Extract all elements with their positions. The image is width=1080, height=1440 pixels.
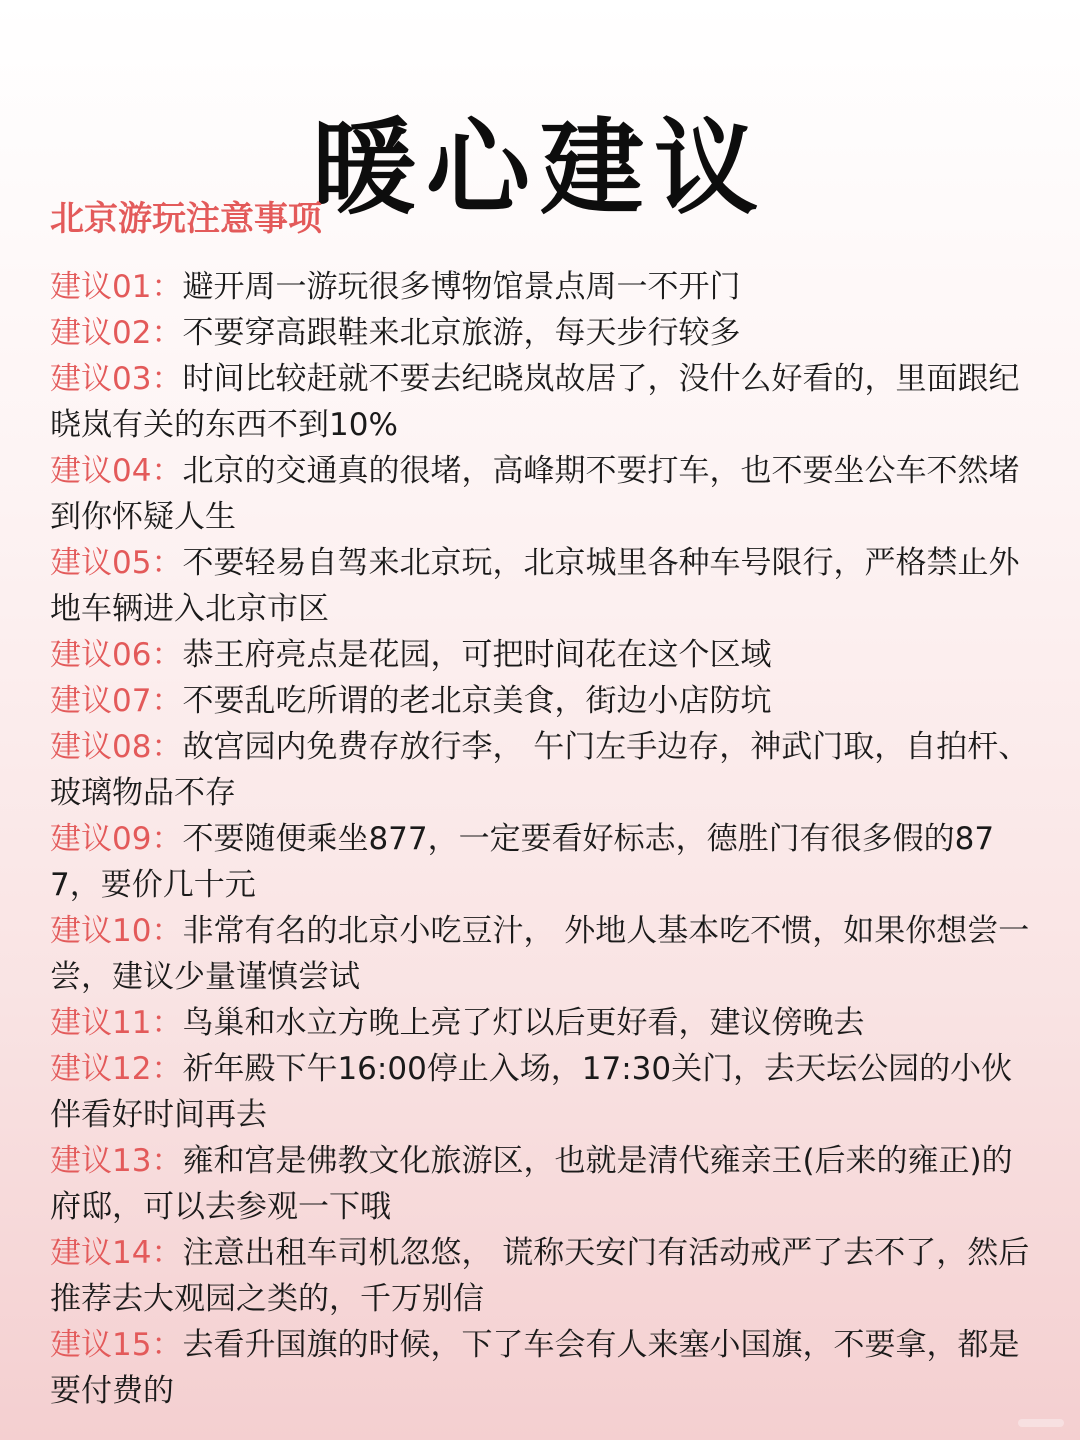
tip-item bbox=[50, 816, 1035, 908]
tip-text: 不要轻易自驾来北京玩，北京城里各种车号限行，严格禁止外地车辆进入北京市区 bbox=[50, 545, 1020, 627]
watermark-mark-icon bbox=[1016, 1414, 1066, 1432]
tip-label: 建议14： bbox=[50, 1235, 183, 1271]
tip-item bbox=[50, 1138, 1035, 1230]
page-title: 暖心建议 bbox=[311, 106, 768, 229]
tip-label: 建议12： bbox=[50, 1051, 183, 1087]
tip-text: 故宫园内免费存放行李， 午门左手边存，神武门取，自拍杆、玻璃物品不存 bbox=[50, 729, 1030, 811]
tip-item bbox=[50, 448, 1035, 540]
tip-text: 祈年殿下午16:00停止入场，17:30关门，去天坛公园的小伙伴看好时间再去 bbox=[50, 1051, 1013, 1133]
tip-text: 不要乱吃所谓的老北京美食，街边小店防坑 bbox=[182, 683, 772, 719]
tip-item bbox=[50, 310, 1035, 356]
tip-text: 去看升国旗的时候，下了车会有人来塞小国旗，不要拿，都是要付费的 bbox=[50, 1327, 1020, 1409]
tip-label: 建议01： bbox=[50, 269, 183, 305]
tip-item bbox=[50, 540, 1035, 632]
tip-label: 建议13： bbox=[50, 1143, 183, 1179]
tip-item bbox=[50, 1046, 1035, 1138]
tip-label: 建议05： bbox=[50, 545, 183, 581]
section-subtitle: 北京游玩注意事项 bbox=[50, 199, 322, 239]
tip-text: 北京的交通真的很堵，高峰期不要打车，也不要坐公车不然堵到你怀疑人生 bbox=[50, 453, 1020, 535]
tip-label: 建议11： bbox=[50, 1005, 183, 1041]
tip-text: 时间比较赶就不要去纪晓岚故居了，没什么好看的，里面跟纪晓岚有关的东西不到10% bbox=[50, 361, 1020, 443]
tip-item bbox=[50, 356, 1035, 448]
tip-label: 建议06： bbox=[50, 637, 183, 673]
tip-text: 非常有名的北京小吃豆汁， 外地人基本吃不惯，如果你想尝一尝，建议少量谨慎尝试 bbox=[50, 913, 1030, 995]
tip-item bbox=[50, 678, 1035, 724]
tip-label: 建议08： bbox=[50, 729, 183, 765]
tip-label: 建议02： bbox=[50, 315, 183, 351]
tip-item bbox=[50, 908, 1035, 1000]
tip-label: 建议04： bbox=[50, 453, 183, 489]
tip-text: 雍和宫是佛教文化旅游区，也就是清代雍亲王(后来的雍正)的府邸，可以去参观一下哦 bbox=[50, 1143, 1013, 1225]
tip-text: 避开周一游玩很多博物馆景点周一不开门 bbox=[182, 269, 741, 305]
tip-label: 建议09： bbox=[50, 821, 183, 857]
tip-item bbox=[50, 1000, 1035, 1046]
tip-item bbox=[50, 724, 1035, 816]
tip-text: 不要随便乘坐877，一定要看好标志，德胜门有很多假的877，要价几十元 bbox=[50, 821, 995, 903]
tip-item bbox=[50, 264, 1035, 310]
tip-item bbox=[50, 632, 1035, 678]
tip-text: 注意出租车司机忽悠， 谎称天安门有活动戒严了去不了，然后推荐去大观园之类的，千万别信 bbox=[50, 1235, 1030, 1317]
tip-text: 恭王府亮点是花园，可把时间花在这个区域 bbox=[182, 637, 772, 673]
tip-label: 建议15： bbox=[50, 1327, 183, 1363]
tip-item bbox=[50, 1230, 1035, 1322]
tip-text: 不要穿高跟鞋来北京旅游，每天步行较多 bbox=[182, 315, 741, 351]
tips-list bbox=[50, 264, 1035, 1414]
tip-label: 建议10： bbox=[50, 913, 183, 949]
tip-text: 鸟巢和水立方晚上亮了灯以后更好看，建议傍晚去 bbox=[182, 1005, 865, 1041]
tip-label: 建议07： bbox=[50, 683, 183, 719]
tip-label: 建议03： bbox=[50, 361, 183, 397]
tip-item bbox=[50, 1322, 1035, 1414]
